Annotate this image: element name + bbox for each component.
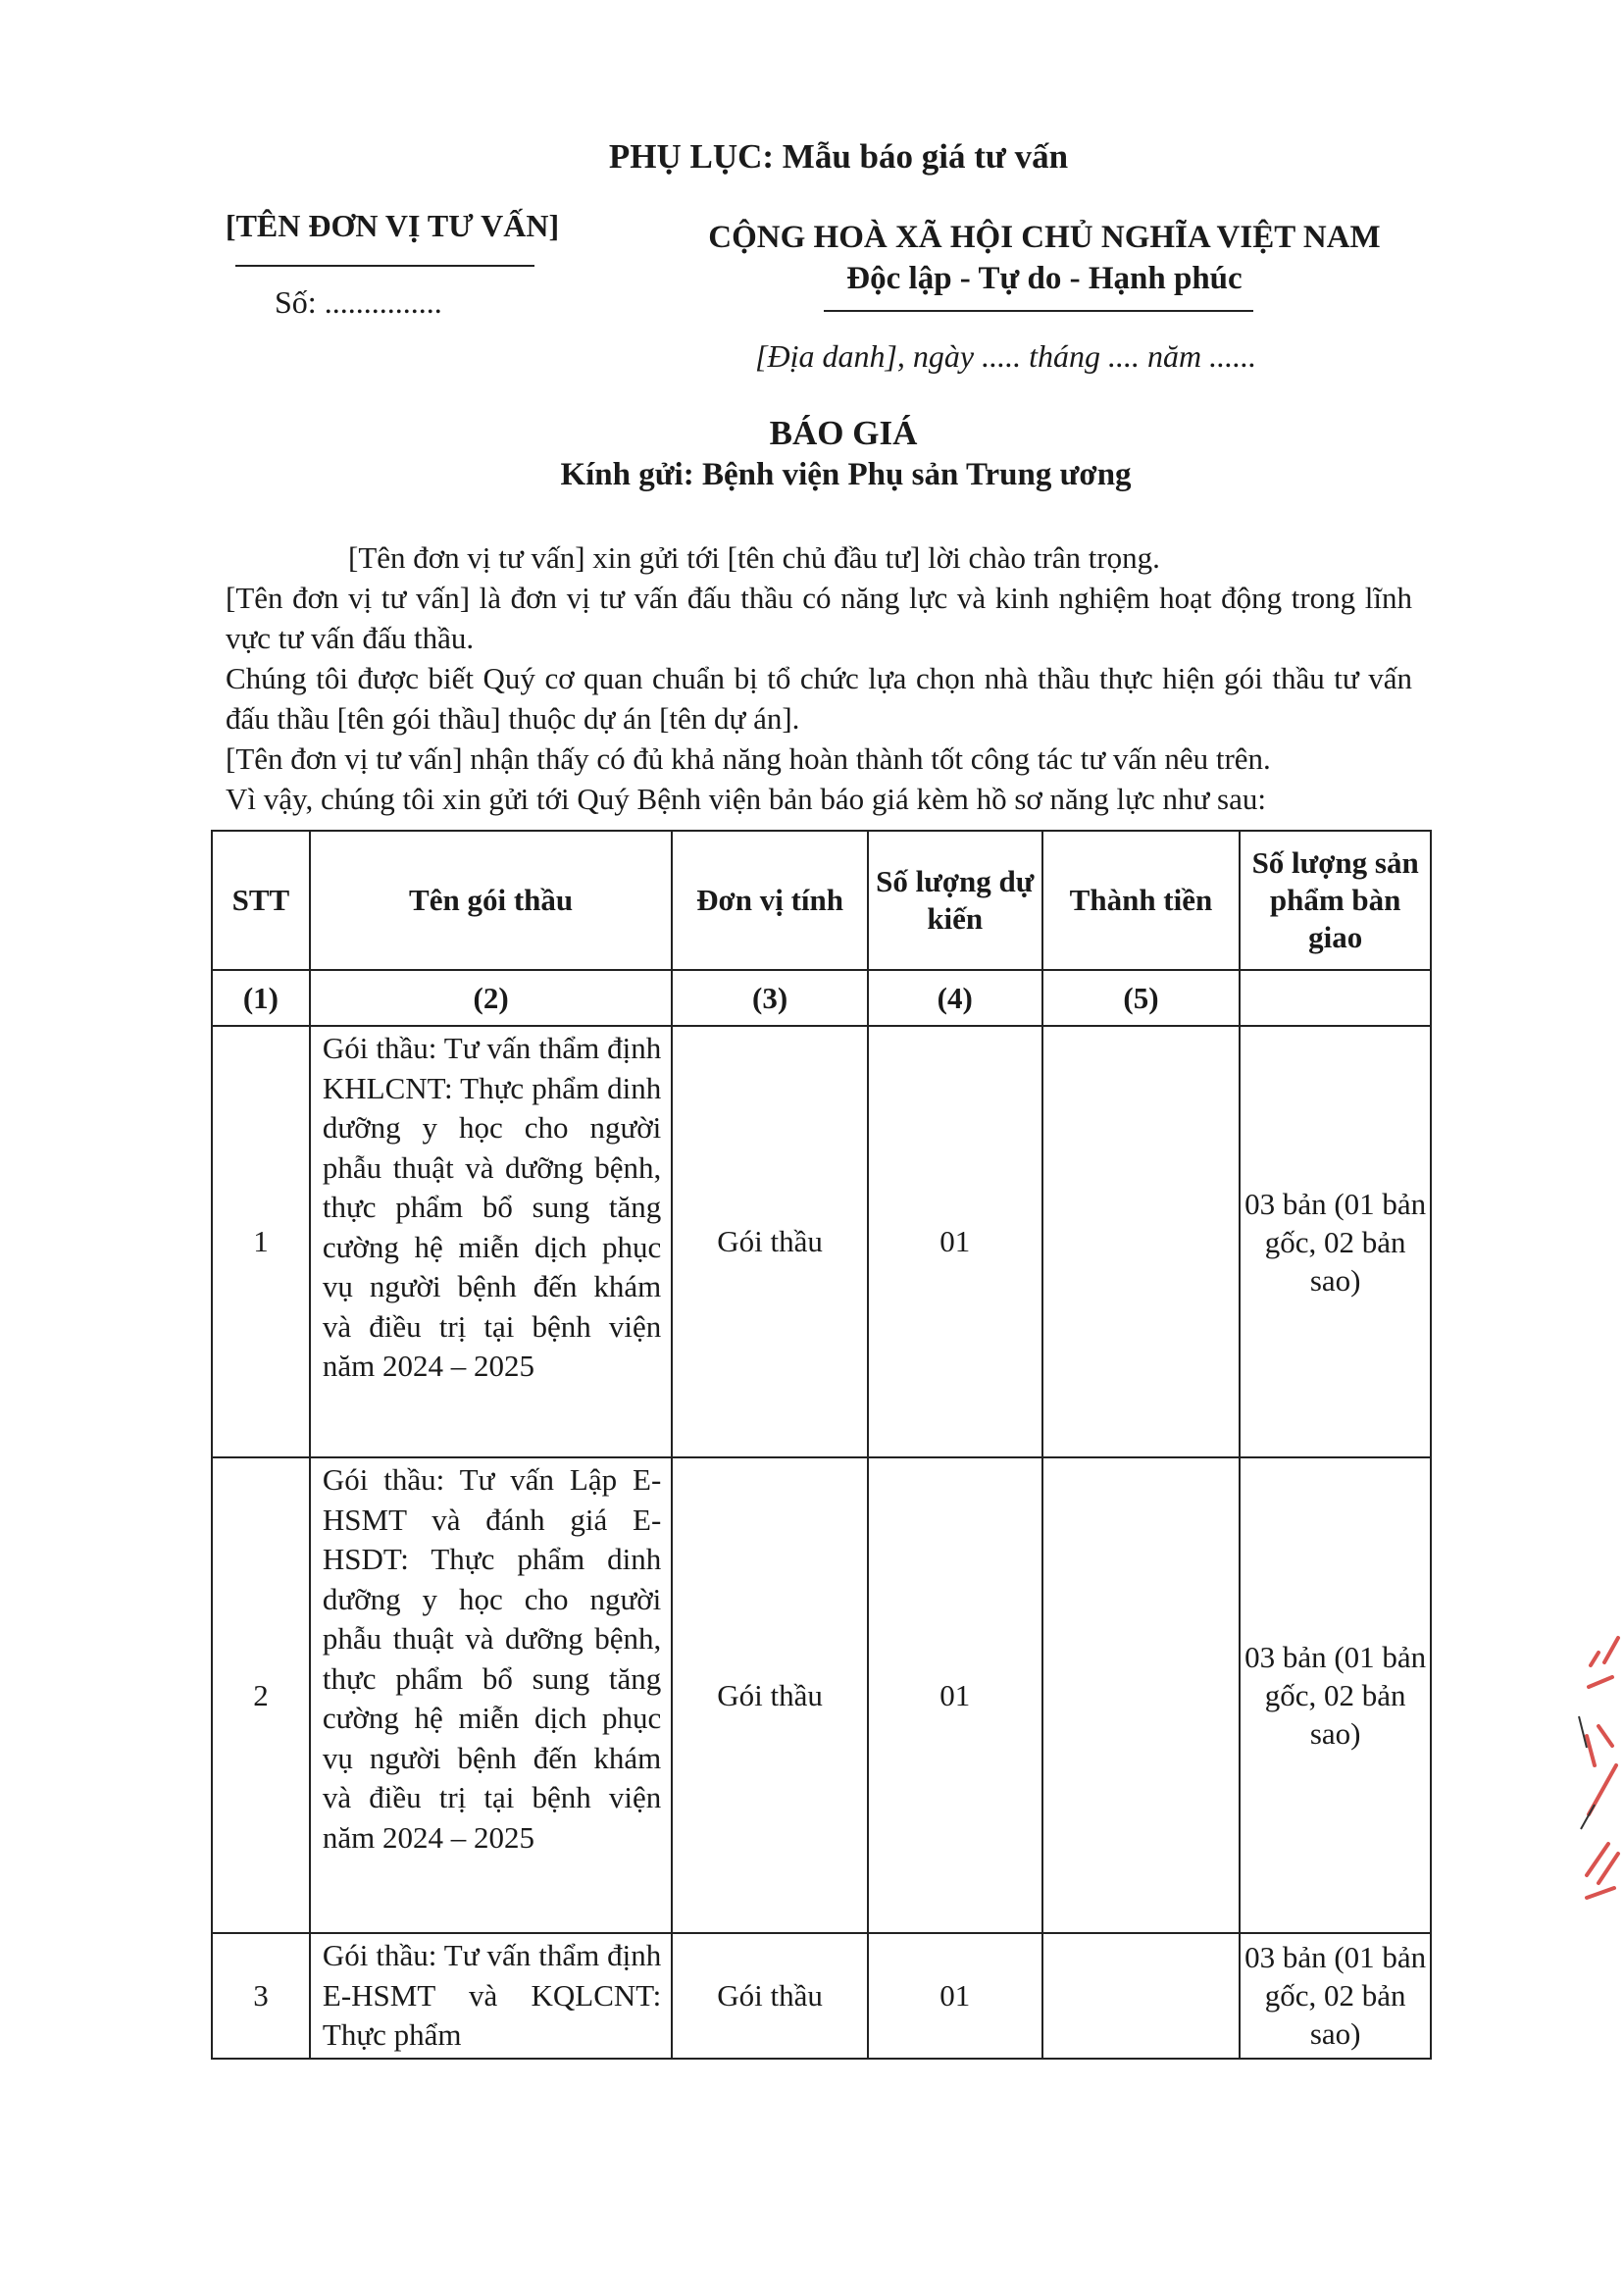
- recipient: Kính gửi: Bệnh viện Phụ sản Trung ương: [560, 457, 1132, 492]
- column-number: (5): [1042, 970, 1241, 1026]
- row-stt: 2: [212, 1457, 310, 1933]
- column-number: (4): [868, 970, 1042, 1026]
- header-amount: Thành tiền: [1042, 831, 1241, 970]
- row-stt: 3: [212, 1933, 310, 2059]
- paragraph: [Tên đơn vị tư vấn] nhận thấy có đủ khả năng hoàn thành tốt công tác tư vấn nêu trên.: [226, 741, 1271, 776]
- quote-table: [211, 830, 1432, 2060]
- document-title: BÁO GIÁ: [769, 414, 918, 452]
- column-number-row: [212, 970, 1431, 1026]
- table-row: [212, 1026, 1431, 1457]
- document-number: Số: ...............: [275, 284, 442, 320]
- header-quantity: Số lượng dự kiến: [868, 831, 1042, 970]
- paragraph: Vì vậy, chúng tôi xin gửi tới Quý Bệnh viện bản báo giá kèm hồ sơ năng lực như sau:: [226, 782, 1266, 816]
- row-stt: 1: [212, 1026, 310, 1457]
- table-header-row: [212, 831, 1431, 970]
- row-unit: Gói thầu: [672, 1457, 868, 1933]
- row-deliverables: 03 bản (01 bản gốc, 02 bản sao): [1240, 1026, 1431, 1457]
- left-divider: [235, 265, 534, 267]
- national-motto: Độc lập - Tự do - Hạnh phúc: [846, 261, 1243, 296]
- row-amount: [1042, 1933, 1241, 2059]
- table-row: [212, 1457, 1431, 1933]
- paragraph: [Tên đơn vị tư vấn] là đơn vị tư vấn đấu thầu có năng lực và kinh nghiệm hoạt động trong lĩnh vực tư vấn đấu thầu.: [226, 581, 1412, 655]
- seal-stamp-fragment: [1569, 1618, 1624, 1912]
- row-package-name: Gói thầu: Tư vấn thẩm định KHLCNT: Thực phẩm dinh dưỡng y học cho người phẫu thuật và dưỡng bệnh, thực phẩm bổ sung tăng cường hệ miễn dịch phục vụ người bệnh đến khám và điều trị tại bệnh viện năm 2024 – 2025: [310, 1026, 672, 1457]
- paragraph: Chúng tôi được biết Quý cơ quan chuẩn bị tổ chức lựa chọn nhà thầu thực hiện gói thầu tư vấn đấu thầu [tên gói thầu] thuộc dự án [tên dự án].: [226, 661, 1412, 736]
- row-package-name: Gói thầu: Tư vấn thẩm định E-HSMT và KQLCNT: Thực phẩm: [310, 1933, 672, 2059]
- appendix-title: PHỤ LỤC: Mẫu báo giá tư vấn: [608, 137, 1069, 176]
- place-date: [Địa danh], ngày ..... tháng .... năm ......: [755, 338, 1257, 374]
- header-unit: Đơn vị tính: [672, 831, 868, 970]
- header-stt: STT: [212, 831, 310, 970]
- row-deliverables: 03 bản (01 bản gốc, 02 bản sao): [1240, 1933, 1431, 2059]
- row-amount: [1042, 1457, 1241, 1933]
- column-number: (3): [672, 970, 868, 1026]
- row-unit: Gói thầu: [672, 1026, 868, 1457]
- column-number: (2): [310, 970, 672, 1026]
- row-deliverables: 03 bản (01 bản gốc, 02 bản sao): [1240, 1457, 1431, 1933]
- table-row: [212, 1933, 1431, 2059]
- header-package-name: Tên gói thầu: [310, 831, 672, 970]
- paragraph: [Tên đơn vị tư vấn] xin gửi tới [tên chủ đầu tư] lời chào trân trọng.: [348, 540, 1160, 575]
- row-package-name: Gói thầu: Tư vấn Lập E-HSMT và đánh giá E-HSDT: Thực phẩm dinh dưỡng y học cho người phẫu thuật và dưỡng bệnh, thực phẩm bổ sung tăng cường hệ miễn dịch phục vụ người bệnh đến khám và điều trị tại bệnh viện năm 2024 – 2025: [310, 1457, 672, 1933]
- country-name: CỘNG HOÀ XÃ HỘI CHỦ NGHĨA VIỆT NAM: [708, 220, 1381, 255]
- right-divider: [824, 310, 1253, 312]
- row-amount: [1042, 1026, 1241, 1457]
- column-number: (1): [212, 970, 310, 1026]
- header-deliverables: Số lượng sản phẩm bàn giao: [1240, 831, 1431, 970]
- consultant-name: [TÊN ĐƠN VỊ TƯ VẤN]: [225, 208, 560, 243]
- row-quantity: 01: [868, 1026, 1042, 1457]
- row-quantity: 01: [868, 1457, 1042, 1933]
- row-quantity: 01: [868, 1933, 1042, 2059]
- column-number: [1240, 970, 1431, 1026]
- intro-text: [226, 537, 1412, 819]
- row-unit: Gói thầu: [672, 1933, 868, 2059]
